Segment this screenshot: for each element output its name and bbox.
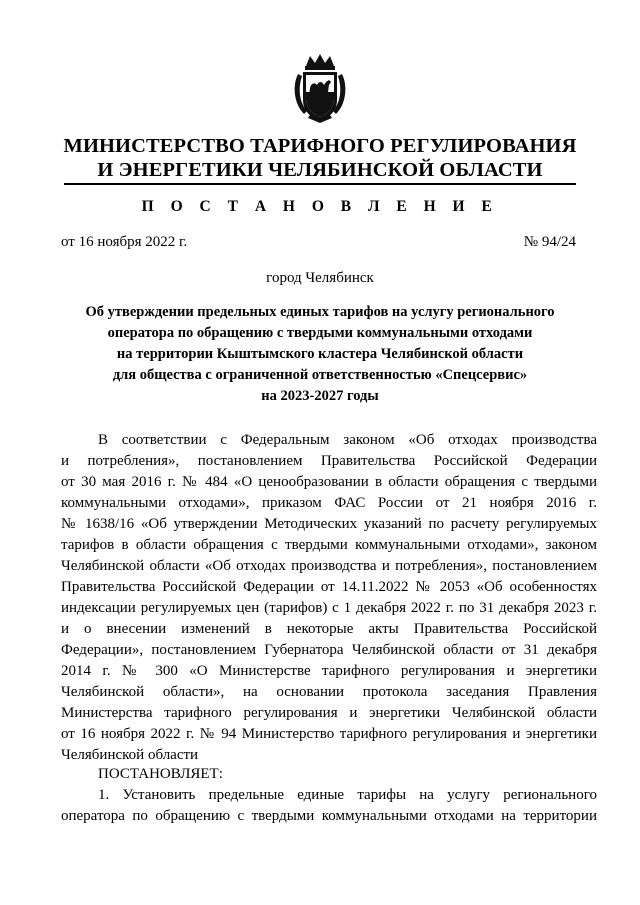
header-divider	[64, 183, 576, 185]
body-line: от 30 мая 2016 г. № 484 «О ценообразовании в области обращения с твердыми	[61, 474, 597, 490]
body-line: Челябинской области», на основании протокола заседания Правления	[61, 684, 597, 700]
body-line: от 16 ноября 2022 г. № 94 Министерство тарифного регулирования и энергетики	[61, 726, 597, 742]
resolves-paragraph	[61, 764, 597, 785]
title-line: на территории Кыштымского кластера Челябинской области	[116, 346, 524, 362]
ministry-name-line1: МИНИСТЕРСТВО ТАРИФНОГО РЕГУЛИРОВАНИЯ	[63, 135, 577, 157]
document-type: П О С Т А Н О В Л Е Н И Е	[141, 198, 499, 215]
body-line: 1. Установить предельные единые тарифы на услугу регионального	[98, 787, 597, 803]
body-line: Правительства Российской Федерации от 14.11.2022 № 2053 «Об особенностях	[61, 579, 597, 595]
item-1-paragraph	[61, 785, 597, 827]
coat-of-arms-icon	[290, 52, 350, 124]
preamble-paragraph	[61, 430, 597, 766]
title-line: для общества с ограниченной ответственностью «Спецсервис»	[112, 367, 528, 383]
body-line: и потребления», постановлением Правительства Российской Федерации	[61, 453, 597, 469]
body-line: № 1638/16 «Об утверждении Методических указаний по расчету регулируемых	[61, 516, 597, 532]
body-line: коммунальными отходами», приказом ФАС России от 21 ноября 2016 г.	[61, 495, 597, 511]
title-line: на 2023-2027 годы	[261, 388, 379, 404]
document-number: № 94/24	[523, 234, 576, 250]
body-line: и о внесении изменений в некоторые акты Правительства Российской	[61, 621, 597, 637]
body-line: тарифов в области обращения с твердыми коммунальными отходами», законом	[61, 537, 597, 553]
body-line: 2014 г. № 300 «О Министерстве тарифного регулирования и энергетики	[61, 663, 597, 679]
resolves-label: ПОСТАНОВЛЯЕТ:	[98, 766, 223, 782]
body-line: Федерации», постановлением Губернатора Челябинской области от 31 декабря	[61, 642, 597, 658]
document-title	[60, 302, 580, 407]
body-line: оператора по обращению с твердыми коммунальными отходами на территории	[61, 808, 597, 824]
title-line: Об утверждении предельных единых тарифов на услугу регионального	[85, 304, 555, 320]
body-line: В соответствии с Федеральным законом «Об отходах производства	[98, 432, 597, 448]
document-city: город Челябинск	[266, 270, 374, 286]
body-line: индексации регулируемых цен (тарифов) с 1 декабря 2022 г. по 31 декабря 2023 г.	[61, 600, 597, 616]
ministry-name-line2: И ЭНЕРГЕТИКИ ЧЕЛЯБИНСКОЙ ОБЛАСТИ	[97, 159, 543, 181]
document-date: от 16 ноября 2022 г.	[61, 234, 188, 250]
body-line: Министерства тарифного регулирования и энергетики Челябинской области	[61, 705, 597, 721]
body-line: Челябинской области	[61, 747, 199, 763]
title-line: оператора по обращению с твердыми коммунальными отходами	[107, 325, 533, 341]
body-line: Челябинской области «Об отходах производства и потребления», постановлением	[61, 558, 597, 574]
